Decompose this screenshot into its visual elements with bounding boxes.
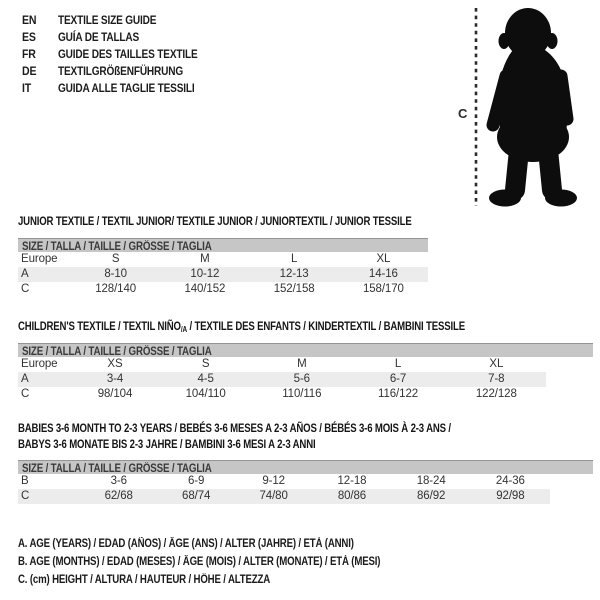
note-age-months: B. AGE (MONTHS) / EDAD (MESES) / ÂGE (MOIS) / ALTER (MONATE) / ETÀ (MESI) <box>18 556 381 568</box>
toddler-silhouette <box>489 8 577 207</box>
size-cell: 3-6 <box>110 475 127 487</box>
lang-code: ES <box>22 29 36 44</box>
guide-title-fr: GUIDE DES TAILLES TEXTILE <box>58 46 198 61</box>
row-label-cell: Europe <box>21 358 58 370</box>
size-cell: 6-7 <box>389 373 407 385</box>
size-header-label: SIZE / TALLA / TAILLE / GRÖSSE / TAGLIA <box>22 346 212 358</box>
row-label-cell: A <box>21 268 29 280</box>
junior-size-table <box>18 238 428 297</box>
size-cell: XL <box>376 253 391 265</box>
table-row-age-months <box>18 474 550 489</box>
guide-title-de: TEXTILGRÖßENFÜHRUNG <box>58 63 184 78</box>
size-cell: 10-12 <box>190 268 220 280</box>
table-row-europe <box>18 357 546 372</box>
lang-row-es <box>22 28 224 45</box>
junior-table-title <box>18 213 412 229</box>
row-label-cell: B <box>21 475 29 487</box>
size-cell: 4-5 <box>197 373 214 385</box>
lang-code: FR <box>22 46 36 61</box>
size-cell: 116/122 <box>378 388 419 400</box>
size-cell: M <box>297 358 307 370</box>
size-header-bar <box>18 460 593 474</box>
size-cell: 110/116 <box>282 388 322 400</box>
size-cell: 5-6 <box>293 373 310 385</box>
measure-legend <box>18 535 449 589</box>
size-cell: 68/74 <box>182 490 211 502</box>
size-header-label: SIZE / TALLA / TAILLE / GRÖSSE / TAGLIA <box>22 463 212 475</box>
babies-table <box>18 474 550 504</box>
lang-row-en <box>22 11 224 28</box>
size-cell: 152/158 <box>273 283 315 295</box>
size-cell: 98/104 <box>97 388 133 400</box>
table-row-height <box>18 387 546 402</box>
size-cell: 6-9 <box>188 475 205 487</box>
size-cell: 62/68 <box>104 490 133 502</box>
junior-table <box>18 252 428 297</box>
size-cell: 80/86 <box>337 490 367 502</box>
guide-title-en: TEXTILE SIZE GUIDE <box>58 12 157 27</box>
size-cell: L <box>290 253 298 265</box>
size-cell: 104/110 <box>185 388 226 400</box>
row-label-cell: Europe <box>21 253 58 265</box>
size-cell: 122/128 <box>475 388 517 400</box>
size-cell: 8-10 <box>104 268 127 280</box>
lang-code: EN <box>22 12 37 27</box>
size-cell: 92/98 <box>496 490 525 502</box>
size-header-bar <box>18 343 593 357</box>
table-row-europe <box>18 252 428 267</box>
height-measure-figure <box>445 0 597 217</box>
children-title-suffix: / TEXTILE DES ENFANTS / KINDERTEXTIL / BAMBINI TESSILE <box>186 319 465 333</box>
table-row-age <box>18 267 428 282</box>
size-cell: 86/92 <box>417 490 446 502</box>
lang-row-de <box>22 62 224 79</box>
size-cell: S <box>201 358 210 370</box>
row-label-cell: C <box>21 490 30 502</box>
guide-title-it: GUIDA ALLE TAGLIE TESSILI <box>58 80 195 95</box>
guide-title-es: GUÍA DE TALLAS <box>58 29 140 44</box>
table-row-height <box>18 489 550 504</box>
size-cell: 140/152 <box>184 283 226 295</box>
children-title-sub: /A <box>180 325 187 334</box>
lang-row-fr <box>22 45 224 62</box>
babies-size-table <box>18 460 593 504</box>
row-label-cell: C <box>21 283 30 295</box>
size-cell: 12-18 <box>337 475 367 487</box>
babies-title-line2: BABYS 3-6 MONATE BIS 2-3 JAHRE / BAMBINI 3-6 MESI A 2-3 ANNI <box>18 437 316 451</box>
measure-label-c: C <box>458 106 468 121</box>
size-cell: S <box>111 253 120 265</box>
table-row-height <box>18 282 428 297</box>
junior-table-title-text: JUNIOR TEXTILE / TEXTIL JUNIOR/ TEXTILE JUNIOR / JUNIORTEXTIL / JUNIOR TESSILE <box>18 214 412 228</box>
size-cell: 158/170 <box>362 283 404 295</box>
children-title-prefix: CHILDREN'S TEXTILE / TEXTIL NIÑO <box>18 319 181 333</box>
babies-title-line1: BABIES 3-6 MONTH TO 2-3 YEARS / BEBÉS 3-6 MESES A 2-3 AÑOS / BÉBÉS 3-6 MOIS À 2-3 ANS / <box>18 421 451 435</box>
size-cell: XL <box>489 358 504 370</box>
note-age-years: A. AGE (YEARS) / EDAD (AÑOS) / ÂGE (ANS) / ALTER (JAHRE) / ETÀ (ANNI) <box>18 538 354 550</box>
children-table-title <box>18 318 465 338</box>
size-cell: XS <box>107 358 123 370</box>
size-cell: 74/80 <box>259 490 288 502</box>
size-header-bar <box>18 238 428 252</box>
children-size-table <box>18 343 593 402</box>
size-cell: 14-16 <box>368 268 398 280</box>
size-cell: 7-8 <box>488 373 505 385</box>
babies-table-title <box>18 420 451 452</box>
lang-code: IT <box>22 80 32 95</box>
size-cell: 3-4 <box>106 373 124 385</box>
language-legend <box>22 11 224 96</box>
children-table <box>18 357 546 402</box>
size-cell: 9-12 <box>262 475 285 487</box>
table-row-age <box>18 372 546 387</box>
size-cell: 18-24 <box>416 475 446 487</box>
size-header-label: SIZE / TALLA / TAILLE / GRÖSSE / TAGLIA <box>22 241 212 253</box>
lang-code: DE <box>22 63 37 78</box>
row-label-cell: A <box>21 373 29 385</box>
size-cell: 12-13 <box>279 268 309 280</box>
note-height-cm: C. (cm) HEIGHT / ALTURA / HAUTEUR / HÖHE / ALTEZZA <box>18 574 271 586</box>
row-label-cell: C <box>21 388 30 400</box>
size-cell: L <box>394 358 402 370</box>
size-cell: M <box>200 253 210 265</box>
size-cell: 24-36 <box>495 475 525 487</box>
toddler-figure-svg <box>445 0 597 212</box>
size-cell: 128/140 <box>95 283 137 295</box>
lang-row-it <box>22 79 224 96</box>
